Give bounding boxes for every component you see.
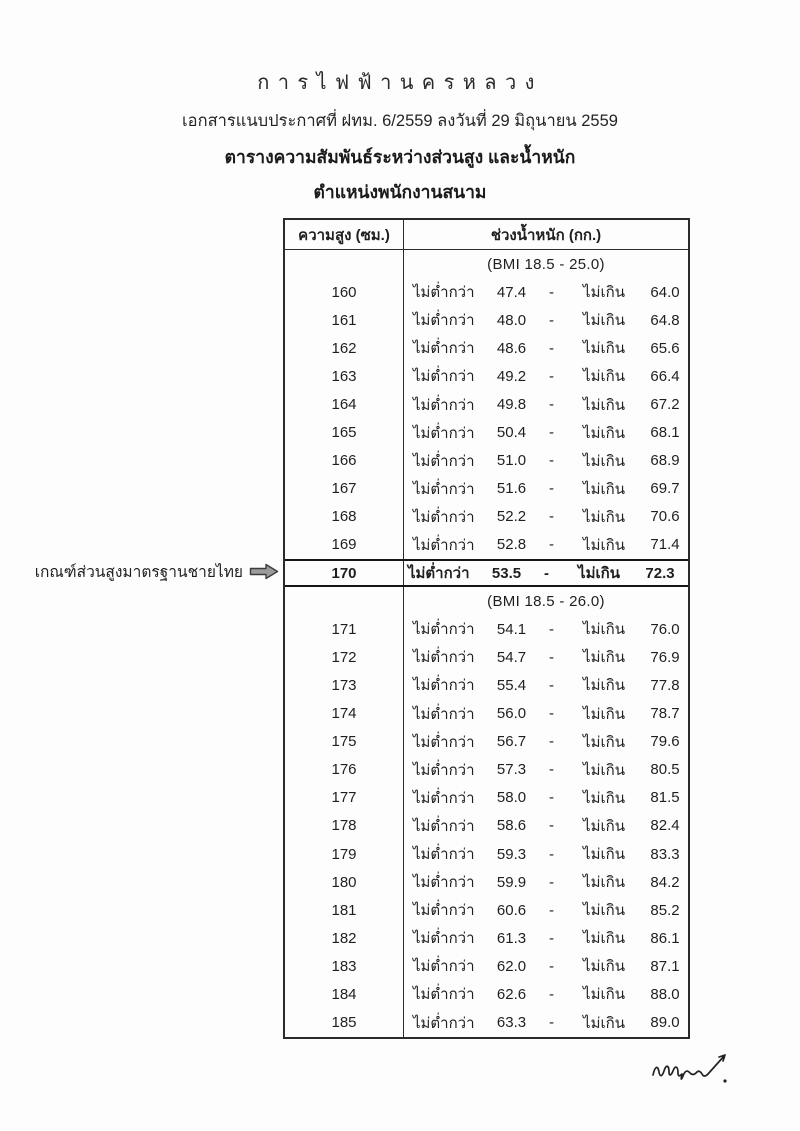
max-weight-value: 76.0	[650, 620, 680, 638]
min-weight-value: 48.6	[496, 339, 527, 357]
weight-range-cell	[404, 306, 691, 334]
range-dash: -	[549, 761, 554, 779]
height-cell: 182	[285, 924, 404, 952]
min-weight-value: 49.8	[496, 396, 527, 414]
height-cell: 170	[285, 561, 404, 585]
height-cell: 184	[285, 980, 404, 1008]
weight-range-cell	[404, 334, 691, 362]
max-qualifier-label: ไม่เกิน	[583, 930, 625, 948]
range-dash: -	[549, 985, 554, 1003]
table-header-row	[285, 220, 688, 250]
max-weight-value: 72.3	[645, 564, 675, 582]
max-qualifier-label: ไม่เกิน	[583, 452, 625, 470]
table-row	[285, 334, 688, 362]
max-qualifier-label: ไม่เกิน	[583, 733, 625, 751]
min-weight-value: 61.3	[496, 929, 527, 947]
max-weight-value: 85.2	[650, 901, 680, 919]
min-qualifier-label: ไม่ต่ำกว่า	[413, 1014, 475, 1032]
max-qualifier-label: ไม่เกิน	[583, 705, 625, 723]
weight-range-cell	[404, 784, 691, 812]
max-weight-value: 64.0	[650, 283, 680, 301]
min-qualifier-label: ไม่ต่ำกว่า	[413, 368, 475, 386]
min-weight-value: 62.6	[496, 985, 527, 1003]
max-weight-value: 81.5	[650, 789, 680, 807]
min-weight-value: 51.0	[496, 452, 527, 470]
max-weight-value: 89.0	[650, 1014, 680, 1032]
max-weight-value: 65.6	[650, 339, 680, 357]
height-cell: 176	[285, 756, 404, 784]
height-cell: 173	[285, 671, 404, 699]
table-row	[285, 896, 688, 924]
height-column-header: ความสูง (ซม.)	[285, 220, 404, 249]
max-qualifier-label: ไม่เกิน	[583, 874, 625, 892]
table-row	[285, 700, 688, 728]
table-row	[285, 1009, 688, 1037]
min-qualifier-label: ไม่ต่ำกว่า	[413, 312, 475, 330]
org-title: การไฟฟ้านครหลวง	[257, 72, 543, 94]
annotation-label: เกณฑ์ส่วนสูงมาตรฐานชายไทย	[34, 564, 243, 581]
height-cell: 181	[285, 896, 404, 924]
weight-range-cell	[404, 952, 691, 980]
min-qualifier-label: ไม่ต่ำกว่า	[413, 508, 475, 526]
weight-range-cell	[404, 924, 691, 952]
max-qualifier-label: ไม่เกิน	[583, 340, 625, 358]
height-standard-annotation	[0, 557, 281, 586]
range-dash: -	[549, 283, 554, 301]
range-dash: -	[549, 845, 554, 863]
bmi-section-row	[285, 587, 688, 615]
min-weight-value: 58.0	[496, 789, 527, 807]
max-weight-value: 69.7	[650, 480, 680, 498]
table-row	[285, 419, 688, 447]
arrow-right-icon	[249, 563, 279, 580]
range-dash: -	[549, 648, 554, 666]
min-weight-value: 59.9	[496, 873, 527, 891]
height-cell: 167	[285, 475, 404, 503]
min-qualifier-label: ไม่ต่ำกว่า	[408, 565, 470, 583]
table-row	[285, 475, 688, 503]
max-weight-value: 77.8	[650, 676, 680, 694]
min-qualifier-label: ไม่ต่ำกว่า	[413, 761, 475, 779]
max-qualifier-label: ไม่เกิน	[583, 761, 625, 779]
max-qualifier-label: ไม่เกิน	[583, 1014, 625, 1032]
table-title: ตารางความสัมพันธ์ระหว่างส่วนสูง และน้ำหนัก	[224, 147, 576, 167]
table-row	[285, 812, 688, 840]
max-weight-value: 80.5	[650, 761, 680, 779]
weight-range-cell	[404, 587, 688, 615]
height-cell: 162	[285, 334, 404, 362]
max-weight-value: 87.1	[650, 957, 680, 975]
weight-range-cell	[404, 278, 691, 306]
min-qualifier-label: ไม่ต่ำกว่า	[413, 902, 475, 920]
table-row	[285, 924, 688, 952]
max-qualifier-label: ไม่เกิน	[583, 649, 625, 667]
max-qualifier-label: ไม่เกิน	[583, 480, 625, 498]
range-dash: -	[549, 705, 554, 723]
bmi-section-row	[285, 250, 688, 278]
max-weight-value: 67.2	[650, 396, 680, 414]
table-row	[285, 390, 688, 418]
max-qualifier-label: ไม่เกิน	[583, 536, 625, 554]
min-weight-value: 56.0	[496, 705, 527, 723]
weight-range-cell	[404, 503, 691, 531]
height-cell: 177	[285, 784, 404, 812]
min-weight-value: 58.6	[496, 817, 527, 835]
max-qualifier-label: ไม่เกิน	[583, 396, 625, 414]
height-cell: 183	[285, 952, 404, 980]
max-weight-value: 76.9	[650, 648, 680, 666]
min-weight-value: 59.3	[496, 845, 527, 863]
range-dash: -	[549, 452, 554, 470]
max-weight-value: 66.4	[650, 367, 680, 385]
min-qualifier-label: ไม่ต่ำกว่า	[413, 733, 475, 751]
weight-range-cell	[404, 980, 691, 1008]
max-qualifier-label: ไม่เกิน	[583, 621, 625, 639]
min-qualifier-label: ไม่ต่ำกว่า	[413, 649, 475, 667]
min-weight-value: 56.7	[496, 733, 527, 751]
min-qualifier-label: ไม่ต่ำกว่า	[413, 874, 475, 892]
range-dash: -	[549, 536, 554, 554]
max-weight-value: 71.4	[650, 536, 680, 554]
height-cell: 175	[285, 728, 404, 756]
height-cell	[285, 250, 404, 278]
min-qualifier-label: ไม่ต่ำกว่า	[413, 677, 475, 695]
height-cell: 160	[285, 278, 404, 306]
table-row	[285, 980, 688, 1008]
min-qualifier-label: ไม่ต่ำกว่า	[413, 846, 475, 864]
range-dash: -	[549, 901, 554, 919]
min-weight-value: 49.2	[496, 367, 527, 385]
document-header	[0, 66, 800, 206]
max-qualifier-label: ไม่เกิน	[583, 986, 625, 1004]
height-cell	[285, 587, 404, 615]
range-dash: -	[549, 311, 554, 329]
signature-mark	[645, 1035, 750, 1102]
weight-range-cell	[404, 643, 691, 671]
height-cell: 168	[285, 503, 404, 531]
height-cell: 169	[285, 531, 404, 559]
min-qualifier-label: ไม่ต่ำกว่า	[413, 930, 475, 948]
max-qualifier-label: ไม่เกิน	[583, 424, 625, 442]
range-dash: -	[549, 1014, 554, 1032]
min-weight-value: 53.5	[491, 564, 522, 582]
position-title: ตำแหน่งพนักงานสนาม	[313, 182, 487, 202]
weight-range-cell	[404, 531, 691, 559]
range-dash: -	[549, 733, 554, 751]
weight-range-cell	[404, 868, 691, 896]
weight-range-cell	[404, 756, 691, 784]
table-row	[285, 671, 688, 699]
height-cell: 172	[285, 643, 404, 671]
min-qualifier-label: ไม่ต่ำกว่า	[413, 480, 475, 498]
min-weight-value: 50.4	[496, 424, 527, 442]
max-qualifier-label: ไม่เกิน	[583, 368, 625, 386]
range-dash: -	[549, 789, 554, 807]
max-weight-value: 64.8	[650, 311, 680, 329]
weight-range-cell	[404, 615, 691, 643]
table-row	[285, 784, 688, 812]
max-qualifier-label: ไม่เกิน	[583, 312, 625, 330]
min-qualifier-label: ไม่ต่ำกว่า	[413, 817, 475, 835]
range-dash: -	[549, 508, 554, 526]
min-qualifier-label: ไม่ต่ำกว่า	[413, 789, 475, 807]
weight-range-cell	[404, 1009, 691, 1037]
range-dash: -	[549, 957, 554, 975]
max-qualifier-label: ไม่เกิน	[583, 789, 625, 807]
height-cell: 179	[285, 840, 404, 868]
table-row	[285, 278, 688, 306]
min-qualifier-label: ไม่ต่ำกว่า	[413, 621, 475, 639]
height-cell: 171	[285, 615, 404, 643]
min-weight-value: 47.4	[496, 283, 527, 301]
height-cell: 178	[285, 812, 404, 840]
min-weight-value: 63.3	[496, 1014, 527, 1032]
max-weight-value: 70.6	[650, 508, 680, 526]
height-cell: 163	[285, 362, 404, 390]
weight-column-header: ช่วงน้ำหนัก (กก.)	[490, 226, 602, 244]
table-row	[285, 728, 688, 756]
range-dash: -	[549, 480, 554, 498]
min-weight-value: 52.8	[496, 536, 527, 554]
weight-range-cell	[404, 250, 688, 278]
max-qualifier-label: ไม่เกิน	[583, 902, 625, 920]
table-row	[285, 756, 688, 784]
min-weight-value: 55.4	[496, 676, 527, 694]
max-qualifier-label: ไม่เกิน	[583, 846, 625, 864]
max-weight-value: 68.9	[650, 452, 680, 470]
table-row	[285, 447, 688, 475]
table-row	[285, 952, 688, 980]
min-qualifier-label: ไม่ต่ำกว่า	[413, 958, 475, 976]
min-qualifier-label: ไม่ต่ำกว่า	[413, 284, 475, 302]
min-qualifier-label: ไม่ต่ำกว่า	[413, 396, 475, 414]
height-cell: 166	[285, 447, 404, 475]
min-weight-value: 60.6	[496, 901, 527, 919]
weight-range-cell	[404, 475, 691, 503]
range-dash: -	[549, 339, 554, 357]
max-weight-value: 84.2	[650, 873, 680, 891]
height-cell: 161	[285, 306, 404, 334]
weight-range-cell	[404, 700, 691, 728]
min-qualifier-label: ไม่ต่ำกว่า	[413, 536, 475, 554]
max-qualifier-label: ไม่เกิน	[583, 958, 625, 976]
min-weight-value: 51.6	[496, 480, 527, 498]
weight-range-cell	[404, 362, 691, 390]
max-qualifier-label: ไม่เกิน	[583, 284, 625, 302]
range-dash: -	[549, 817, 554, 835]
weight-range-cell	[404, 840, 691, 868]
min-weight-value: 52.2	[496, 508, 527, 526]
height-cell: 174	[285, 700, 404, 728]
range-dash: -	[549, 424, 554, 442]
max-qualifier-label: ไม่เกิน	[578, 565, 620, 583]
range-dash: -	[549, 396, 554, 414]
table-row	[285, 531, 688, 559]
table-row	[285, 503, 688, 531]
min-qualifier-label: ไม่ต่ำกว่า	[413, 452, 475, 470]
table-row	[285, 362, 688, 390]
max-weight-value: 78.7	[650, 705, 680, 723]
height-weight-table	[283, 218, 690, 1039]
weight-range-cell	[404, 447, 691, 475]
max-weight-value: 83.3	[650, 845, 680, 863]
height-cell: 180	[285, 868, 404, 896]
min-weight-value: 54.1	[496, 620, 527, 638]
height-cell: 164	[285, 390, 404, 418]
height-cell: 185	[285, 1009, 404, 1037]
max-weight-value: 82.4	[650, 817, 680, 835]
table-row	[285, 615, 688, 643]
min-qualifier-label: ไม่ต่ำกว่า	[413, 424, 475, 442]
range-dash: -	[549, 873, 554, 891]
weight-range-cell	[404, 419, 691, 447]
weight-range-cell	[404, 671, 691, 699]
min-weight-value: 57.3	[496, 761, 527, 779]
min-weight-value: 48.0	[496, 311, 527, 329]
max-weight-value: 86.1	[650, 929, 680, 947]
min-qualifier-label: ไม่ต่ำกว่า	[413, 986, 475, 1004]
range-dash: -	[549, 676, 554, 694]
height-cell: 165	[285, 419, 404, 447]
standard-height-row	[285, 559, 688, 587]
max-weight-value: 79.6	[650, 733, 680, 751]
range-dash: -	[544, 564, 549, 582]
range-dash: -	[549, 367, 554, 385]
table-row	[285, 840, 688, 868]
max-weight-value: 88.0	[650, 985, 680, 1003]
weight-range-cell	[404, 812, 691, 840]
min-qualifier-label: ไม่ต่ำกว่า	[413, 340, 475, 358]
max-qualifier-label: ไม่เกิน	[583, 677, 625, 695]
table-row	[285, 643, 688, 671]
min-weight-value: 62.0	[496, 957, 527, 975]
min-qualifier-label: ไม่ต่ำกว่า	[413, 705, 475, 723]
max-qualifier-label: ไม่เกิน	[583, 817, 625, 835]
bmi-range-label: (BMI 18.5 - 26.0)	[487, 592, 605, 610]
document-reference: เอกสารแนบประกาศที่ ฝทม. 6/2559 ลงวันที่ 29 มิถุนายน 2559	[182, 112, 618, 130]
weight-range-cell	[404, 390, 691, 418]
max-qualifier-label: ไม่เกิน	[583, 508, 625, 526]
bmi-range-label: (BMI 18.5 - 25.0)	[487, 255, 605, 273]
max-weight-value: 68.1	[650, 424, 680, 442]
table-row	[285, 306, 688, 334]
relation-table-body	[285, 250, 688, 1037]
weight-range-cell	[404, 728, 691, 756]
range-dash: -	[549, 929, 554, 947]
weight-range-cell	[404, 896, 691, 924]
table-row	[285, 868, 688, 896]
min-weight-value: 54.7	[496, 648, 527, 666]
weight-range-cell	[404, 561, 688, 585]
range-dash: -	[549, 620, 554, 638]
